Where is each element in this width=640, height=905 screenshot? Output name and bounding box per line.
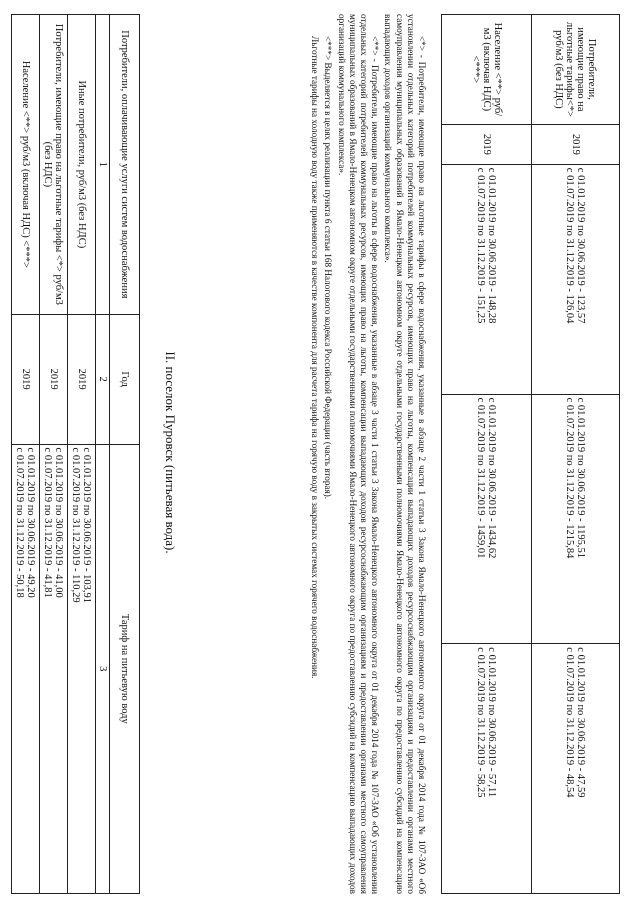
footnote-4: Льготные тарифы на холодную воду также применяются в качестве компонента для расчета тарифа на горячую воду в закрытых системах горячего водоснабжения. (310, 36, 321, 679)
table-numbering-row (96, 15, 110, 894)
footnote-1: <*> - Потребители, имеющие право на льготные тарифы в сфере водоснабжения, указанные в абзаце 2 части 1 статьи 3 Закона Ямало-Ненецкого автономного округа от 01 декабря 2014 года № 107-ЗАО «Об установлении отдельных категорий потребителей коммунальных ресурсов, имеющих право на льготы, компенсации выпадающих доходов ресурсоснабжающим организациям и предоставлении органами местного самоуправления муниципальных образований в Ямало-Ненецком автономном округе отдельными государственными полномочиями Ямало-Ненецкого автономного округа по предоставлению субсидий на компенсацию выпадающих доходов организаций коммунального комплекса». (383, 14, 427, 894)
year-cell: 2019 (532, 124, 620, 164)
tariff-table-continuation (441, 14, 620, 894)
tariff-period-2: с 01.07.2019 по 31.12.2019 - 48,54 (564, 647, 576, 798)
tariff-period-1: с 01.01.2019 по 30.06.2019 - 103,91 (81, 447, 93, 604)
tariff-cell (532, 394, 620, 644)
tariff-cell (532, 164, 620, 394)
footnote-3: <***> Выделяется в целях реализации пункта 6 статьи 168 Налогового кодекса Российской Федерации (часть вторая). (323, 36, 334, 500)
tariff-cell (532, 644, 620, 894)
column-number: 3 (96, 444, 110, 893)
table-row (12, 15, 40, 894)
tariff-period-2: с 01.07.2019 по 31.12.2019 - 126,04 (564, 167, 576, 324)
table-header-row (110, 15, 140, 894)
consumer-category-cell: Население <**> руб/м3 (включая НДС) <***> (12, 15, 40, 315)
table-row (532, 15, 620, 894)
tariff-period-1: с 01.01.2019 по 30.06.2019 - 1195,51 (575, 397, 587, 558)
table-row (68, 15, 96, 894)
tariff-cell (40, 444, 68, 893)
column-number: 2 (96, 314, 110, 444)
tariff-period-1: с 01.01.2019 по 30.06.2019 - 41,00 (53, 447, 65, 598)
tariff-period-1: с 01.01.2019 по 30.06.2019 - 49,20 (25, 447, 37, 598)
tariff-period-2: с 01.07.2019 по 31.12.2019 - 50,18 (14, 447, 26, 598)
tariff-period-2: с 01.07.2019 по 31.12.2019 - 1215,84 (564, 397, 576, 559)
footnote-2: <**> - Потребители, имеющие право на льготы в сфере водоснабжения, указанные в абзаце 3 части 1 статьи 3 Закона Ямало-Ненецкого автономного округа от 01 декабря 2014 года № 107-ЗАО «Об установлении отдельных категорий потребителей коммунальных ресурсов, имеющих право на льготы, компенсации выпадающих доходов ресурсоснабжающим организациям и предоставлении органами местного самоуправления муниципальных образований в Ямало-Ненецком автономном округе отдельными государственными полномочиями Ямало-Ненецкого автономного округа по предоставлению субсидий на компенсацию выпадающих доходов организаций коммунального комплекса». (336, 14, 381, 894)
column-number: 1 (96, 15, 110, 315)
tariff-period-1: с 01.01.2019 по 30.06.2019 - 57,11 (486, 647, 498, 798)
tariff-period-1: с 01.01.2019 по 30.06.2019 - 47,59 (575, 647, 587, 798)
tariff-cell (442, 644, 532, 894)
table-row (40, 15, 68, 894)
year-cell: 2019 (40, 314, 68, 444)
table-row (442, 15, 532, 894)
tariff-period-1: с 01.01.2019 по 30.06.2019 - 148,28 (486, 167, 498, 324)
tariff-period-1: с 01.01.2019 по 30.06.2019 - 123,57 (575, 167, 587, 324)
tariff-cell (12, 444, 40, 893)
tariff-cell (442, 164, 532, 394)
consumer-category-cell: Потребители, имеющие право на льготные тарифы <*> руб/м3 (без НДС) (40, 15, 68, 315)
tariff-cell (68, 444, 96, 893)
tariff-period-2: с 01.07.2019 по 31.12.2019 - 58,25 (475, 647, 487, 798)
tariff-table-purovsk (11, 14, 140, 894)
section-title: II. поселок Пуровск (питьевая вода). (163, 351, 178, 554)
tariff-cell (442, 394, 532, 644)
tariff-period-2: с 01.07.2019 по 31.12.2019 - 1459,01 (475, 397, 487, 559)
tariff-period-2: с 01.07.2019 по 31.12.2019 - 151,25 (475, 167, 487, 324)
year-cell: 2019 (12, 314, 40, 444)
header-tariff: Тариф на питьевую воду (110, 444, 140, 893)
tariff-period-1: с 01.01.2019 по 30.06.2019 - 1434,62 (486, 397, 498, 559)
header-year: Год (110, 314, 140, 444)
header-consumers: Потребители, оплачивающие услуги систем водоснабжения (110, 15, 140, 315)
tariff-period-2: с 01.07.2019 по 31.12.2019 - 110,29 (70, 447, 82, 603)
year-cell: 2019 (68, 314, 96, 444)
consumer-category-cell: Население <**> руб/м3 (включая НДС) <***> (442, 15, 532, 125)
year-cell: 2019 (442, 124, 532, 164)
consumer-category-cell: Иные потребители, руб/м3 (без НДС) (68, 15, 96, 315)
consumer-category-cell: Потребители, имеющие право на льготные тарифы<*> руб/м3 (без НДС) (532, 15, 620, 125)
footnotes (307, 14, 427, 894)
tariff-period-2: с 01.07.2019 по 31.12.2019 - 41,81 (42, 447, 54, 598)
